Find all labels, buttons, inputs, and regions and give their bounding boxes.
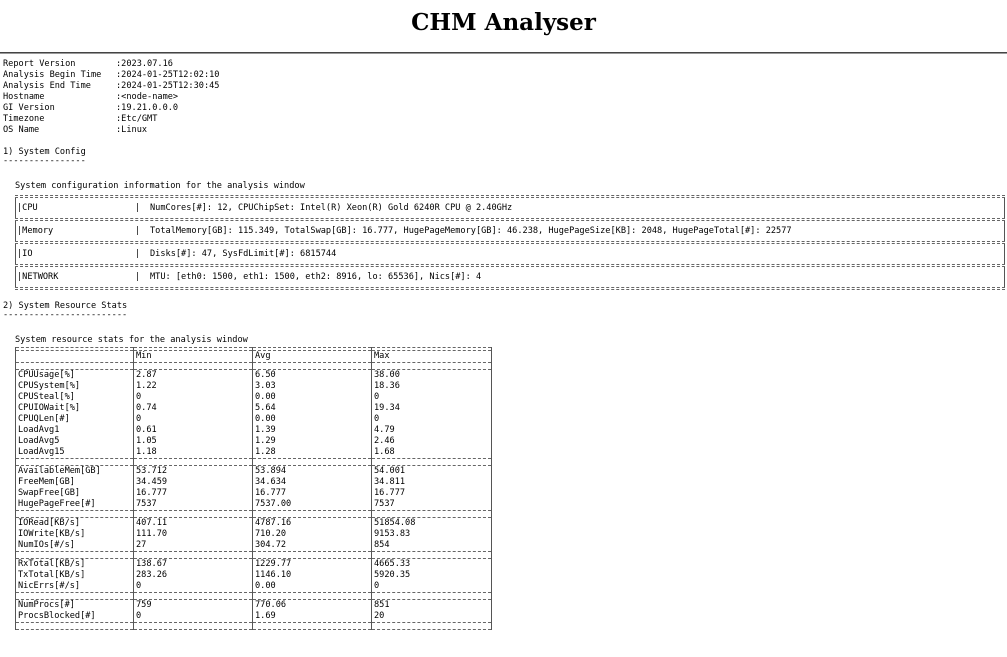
table-divider (16, 593, 492, 600)
max-value: 0 (372, 392, 492, 403)
min-value: 283.26 (134, 570, 253, 581)
report-value: :2024-01-25T12:30:45 (116, 81, 220, 91)
metric-name: AvailableMem[GB] (16, 466, 134, 478)
avg-value: 0.00 (253, 392, 372, 403)
min-value: 0 (134, 392, 253, 403)
metric-name: LoadAvg5 (16, 436, 134, 447)
table-header-row (16, 351, 492, 363)
config-value: MTU: [eth0: 1500, eth1: 1500, eth2: 8916, lo: 65536], Nics[#]: 4 (150, 272, 482, 282)
table-row (16, 499, 492, 511)
min-value: Min (134, 351, 253, 363)
table-row (16, 518, 492, 530)
metric-name: SwapFree[GB] (16, 488, 134, 499)
config-value: TotalMemory[GB]: 115.349, TotalSwap[GB]: 16.777, HugePageMemory[GB]: 46.238, HugePageSize[KB]: 2048, HugePageTotal[#]: 22577 (150, 226, 792, 236)
avg-value: Avg (253, 351, 372, 363)
section-1-underline: ---------------- (3, 156, 86, 166)
metric-name: RxTotal[KB/s] (16, 559, 134, 571)
report-row (3, 70, 219, 81)
min-value: 27 (134, 540, 253, 552)
max-value: 9153.83 (372, 529, 492, 540)
config-value: NumCores[#]: 12, CPUChipSet: Intel(R) Xeon(R) Gold 6240R CPU @ 2.40GHz (150, 203, 513, 213)
avg-value: 1.69 (253, 611, 372, 623)
column-separator: | (135, 272, 141, 282)
max-value: 18.36 (372, 381, 492, 392)
metric-name: ProcsBlocked[#] (16, 611, 134, 623)
report-key: Analysis Begin Time (3, 70, 102, 80)
config-row-network (15, 267, 1005, 287)
table-row (16, 403, 492, 414)
table-divider (16, 552, 492, 559)
max-value: 38.00 (372, 370, 492, 382)
report-value: :19.21.0.0.0 (116, 103, 179, 113)
metric-name: CPUSteal[%] (16, 392, 134, 403)
metric-name: CPUSystem[%] (16, 381, 134, 392)
avg-value: 1146.10 (253, 570, 372, 581)
column-separator: | (135, 203, 141, 213)
report-value: :Linux (116, 125, 148, 135)
min-value: 0 (134, 414, 253, 425)
max-value: 851 (372, 600, 492, 612)
avg-value: 1229.77 (253, 559, 372, 571)
table-row (16, 488, 492, 499)
table-row (16, 559, 492, 571)
max-value: 20 (372, 611, 492, 623)
max-value: 854 (372, 540, 492, 552)
config-name: |CPU (17, 203, 38, 213)
report-value: :2023.07.16 (116, 59, 173, 69)
report-key: OS Name (3, 125, 40, 135)
report-value: :Etc/GMT (116, 114, 158, 124)
metric-name: TxTotal[KB/s] (16, 570, 134, 581)
table-row (16, 370, 492, 382)
config-row-cpu (15, 198, 1005, 218)
max-value: Max (372, 351, 492, 363)
table-row (16, 540, 492, 552)
section-1-heading: 1) System Config (3, 147, 86, 157)
min-value: 1.22 (134, 381, 253, 392)
table-row (16, 477, 492, 488)
report-row (3, 114, 219, 125)
report-value: :2024-01-25T12:02:10 (116, 70, 220, 80)
avg-value: 1.29 (253, 436, 372, 447)
min-value: 1.05 (134, 436, 253, 447)
table-divider (15, 287, 1005, 290)
metric-name: CPUIOWait[%] (16, 403, 134, 414)
avg-value: 34.634 (253, 477, 372, 488)
avg-value: 710.20 (253, 529, 372, 540)
metric-name (16, 351, 134, 363)
metric-name: LoadAvg1 (16, 425, 134, 436)
avg-value: 16.777 (253, 488, 372, 499)
section-2-subtitle: System resource stats for the analysis window (15, 335, 248, 345)
column-separator: | (135, 226, 141, 236)
report-row (3, 81, 219, 92)
metric-name: LoadAvg15 (16, 447, 134, 459)
max-value: 0 (372, 414, 492, 425)
metric-name: NicErrs[#/s] (16, 581, 134, 593)
table-row (16, 570, 492, 581)
min-value: 34.459 (134, 477, 253, 488)
max-value: 54.001 (372, 466, 492, 478)
avg-value: 53.894 (253, 466, 372, 478)
metric-name: IORead[KB/s] (16, 518, 134, 530)
avg-value: 6.50 (253, 370, 372, 382)
metric-name: IOWrite[KB/s] (16, 529, 134, 540)
table-row (16, 447, 492, 459)
avg-value: 1.39 (253, 425, 372, 436)
max-value: 4665.33 (372, 559, 492, 571)
resource-stats-table (15, 347, 492, 630)
avg-value: 0.00 (253, 581, 372, 593)
avg-value: 0.00 (253, 414, 372, 425)
table-divider (16, 623, 492, 630)
max-value: 34.811 (372, 477, 492, 488)
avg-value: 5.64 (253, 403, 372, 414)
table-row (16, 466, 492, 478)
min-value: 53.712 (134, 466, 253, 478)
config-value: Disks[#]: 47, SysFdLimit[#]: 6815744 (150, 249, 337, 259)
config-name: |Memory (17, 226, 54, 236)
max-value: 51854.08 (372, 518, 492, 530)
metric-name: CPUUsage[%] (16, 370, 134, 382)
max-value: 16.777 (372, 488, 492, 499)
min-value: 138.67 (134, 559, 253, 571)
section-2-heading: 2) System Resource Stats (3, 301, 128, 311)
table-divider (16, 459, 492, 466)
min-value: 0 (134, 611, 253, 623)
report-key: Analysis End Time (3, 81, 91, 91)
report-row (3, 103, 219, 114)
column-separator: | (135, 249, 141, 259)
report-key: Report Version (3, 59, 76, 69)
max-value: 7537 (372, 499, 492, 511)
avg-value: 3.03 (253, 381, 372, 392)
report-key: Timezone (3, 114, 45, 124)
config-row-io (15, 244, 1005, 264)
table-row (16, 611, 492, 623)
max-value: 2.46 (372, 436, 492, 447)
report-row (3, 92, 219, 103)
avg-value: 770.06 (253, 600, 372, 612)
report-key: GI Version (3, 103, 55, 113)
table-row (16, 392, 492, 403)
report-row (3, 125, 219, 136)
config-name: |NETWORK (17, 272, 59, 282)
min-value: 111.70 (134, 529, 253, 540)
max-value: 19.34 (372, 403, 492, 414)
min-value: 7537 (134, 499, 253, 511)
min-value: 1.18 (134, 447, 253, 459)
max-value: 0 (372, 581, 492, 593)
min-value: 0 (134, 581, 253, 593)
report-row (3, 59, 219, 70)
min-value: 0.61 (134, 425, 253, 436)
system-config-table (15, 195, 1005, 290)
stats-grid (15, 347, 492, 630)
table-row (16, 425, 492, 436)
avg-value: 1.28 (253, 447, 372, 459)
table-divider (16, 511, 492, 518)
page-title: CHM Analyser (411, 9, 596, 36)
section-1-subtitle: System configuration information for the analysis window (15, 181, 305, 191)
metric-name: FreeMem[GB] (16, 477, 134, 488)
max-value: 1.68 (372, 447, 492, 459)
min-value: 0.74 (134, 403, 253, 414)
report-key: Hostname (3, 92, 45, 102)
title-divider (0, 52, 1007, 54)
max-value: 4.79 (372, 425, 492, 436)
min-value: 2.87 (134, 370, 253, 382)
table-row (16, 414, 492, 425)
table-row (16, 436, 492, 447)
table-row (16, 581, 492, 593)
table-divider (16, 363, 492, 370)
report-value: :<node-name> (116, 92, 179, 102)
table-row (16, 529, 492, 540)
config-name: |IO (17, 249, 33, 259)
min-value: 759 (134, 600, 253, 612)
max-value: 5920.35 (372, 570, 492, 581)
avg-value: 304.72 (253, 540, 372, 552)
min-value: 407.11 (134, 518, 253, 530)
metric-name: HugePageFree[#] (16, 499, 134, 511)
avg-value: 4787.16 (253, 518, 372, 530)
avg-value: 7537.00 (253, 499, 372, 511)
metric-name: CPUQLen[#] (16, 414, 134, 425)
config-row-memory (15, 221, 1005, 241)
min-value: 16.777 (134, 488, 253, 499)
report-header (3, 59, 219, 136)
metric-name: NumProcs[#] (16, 600, 134, 612)
table-row (16, 381, 492, 392)
metric-name: NumIOs[#/s] (16, 540, 134, 552)
table-row (16, 600, 492, 612)
section-2-underline: ------------------------ (3, 310, 128, 320)
